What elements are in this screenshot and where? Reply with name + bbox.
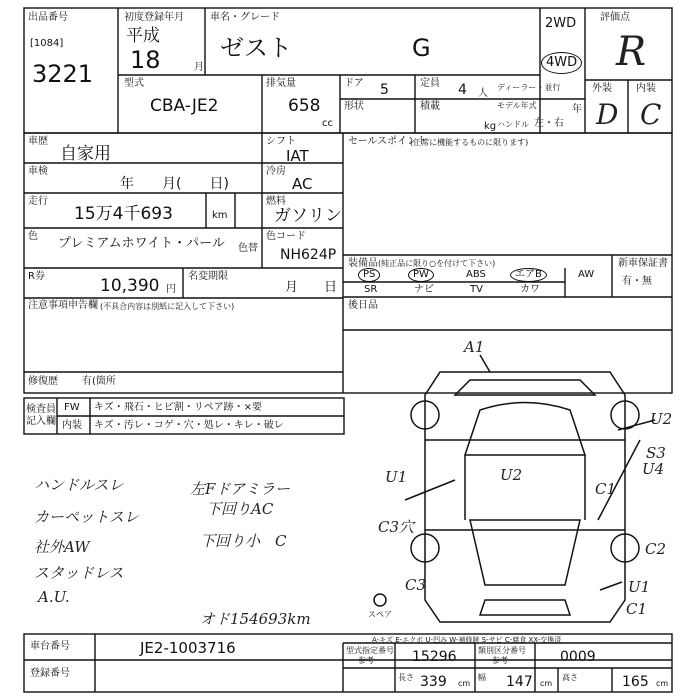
score: R [616, 29, 647, 75]
class-ref-label: 参考 [492, 656, 508, 665]
repair-label: 修復歴 [28, 376, 58, 387]
mark-c2: C2 [645, 540, 667, 558]
equip-airbag: エアB [510, 268, 547, 282]
equip-sub: (純正品に限り○を付けて下さい) [378, 259, 496, 268]
mark-u4: U4 [642, 460, 665, 478]
mark-c1-rear: C1 [626, 600, 648, 618]
name-grade-label: 車名・グレード [210, 12, 280, 23]
equip-abs: ABS [466, 269, 486, 280]
score-label: 評価点 [600, 12, 630, 23]
displacement: 658 [288, 96, 321, 116]
dealer-label: ディーラー・並行 [497, 83, 561, 92]
inspector-label: 検査員記入欄 [26, 404, 56, 427]
warranty-value: 有・無 [622, 276, 652, 287]
usage: 自家用 [60, 144, 111, 164]
yen-unit: 円 [166, 284, 176, 295]
month-unit: 月 [194, 62, 204, 73]
interior-check-items: キズ・汚レ・コゲ・穴・処レ・キレ・破レ [94, 420, 284, 431]
lot-label: 出品番号 [28, 12, 68, 23]
interior-score: C [640, 98, 662, 131]
color: プレミアムホワイト・パール [58, 236, 225, 251]
recycle: 10,390 [100, 276, 160, 296]
equip-leather: カワ [520, 284, 540, 295]
mark-c3-hole: C3穴 [378, 518, 415, 536]
doors-label: ドア [344, 78, 364, 89]
color-change-label: 色替 [238, 243, 258, 254]
width: 147 [506, 674, 533, 690]
width-unit: cm [540, 679, 553, 688]
note-left-1: ハンドルスレ [34, 476, 124, 494]
ac: AC [292, 175, 313, 193]
sales-label: セールスポイント [348, 136, 428, 147]
mark-c3-rear: C3 [405, 576, 427, 594]
equip-pw: PW [408, 268, 434, 282]
kg-unit: kg [484, 121, 497, 132]
grade: G [412, 34, 431, 62]
chassis-number: JE2-1003716 [140, 639, 236, 657]
mileage-label: 走行 [28, 196, 48, 207]
fuel: ガソリン [274, 206, 342, 226]
note-odo: オド154693km [200, 610, 311, 628]
fw-label: FW [64, 402, 80, 413]
handle-label: ハンドル [497, 120, 529, 129]
color-label: 色 [28, 231, 38, 242]
color-code-label: 色コード [266, 231, 306, 242]
class-label: 類別区分番号 [478, 646, 526, 655]
lot-number: 3221 [32, 60, 94, 88]
displacement-label: 排気量 [266, 78, 296, 89]
mileage: 15万4千693 [74, 204, 173, 224]
interior-label: 内装 [636, 83, 656, 94]
seat-label: 後日品 [348, 300, 378, 311]
color-code: NH624P [280, 247, 337, 263]
fuel-label: 燃料 [266, 196, 286, 207]
load-label: 積載 [420, 101, 440, 112]
usage-label: 車歴 [28, 136, 48, 147]
note-left-3: 社外AW [34, 538, 90, 556]
lot-small: [1084] [30, 38, 64, 49]
equip-tv: TV [470, 284, 483, 295]
mark-s3: S3 [646, 444, 666, 462]
type-cert-label: 型式指定番号 [346, 646, 394, 655]
equip-label: 装備品 [348, 258, 378, 269]
equip-aw: AW [578, 269, 595, 280]
first-reg-label: 初度登録年月 [124, 12, 184, 23]
exterior-score: D [596, 98, 619, 131]
type-cert: 15296 [412, 649, 457, 665]
deadline-label: 名変期限 [188, 271, 228, 282]
height: 165 [622, 674, 649, 690]
notes-sub: (不具合内容は別紙に記入して下さい) [100, 302, 235, 311]
height-label: 高さ [562, 673, 578, 682]
drive-2wd: 2WD [545, 16, 577, 31]
capacity-label: 定員 [420, 78, 440, 89]
equip-navi: ナビ [414, 284, 434, 295]
year-unit: 年 [572, 104, 582, 115]
spare-label: スペア [368, 610, 392, 619]
reg-number-label: 登録番号 [30, 668, 70, 679]
inspection: 年 月( 日) [120, 176, 229, 192]
chassis-label: 車台番号 [30, 641, 70, 652]
model: CBA-JE2 [150, 96, 219, 116]
km-unit: km [212, 210, 228, 221]
notes-label: 注意事項申告欄 [28, 300, 98, 311]
height-unit: cm [656, 679, 669, 688]
equip-sr: SR [364, 284, 378, 295]
mark-u1-left: U1 [385, 468, 408, 486]
sales-sub: (正常に機能するものに限ります) [410, 138, 529, 147]
inspection-label: 車検 [28, 166, 48, 177]
length: 339 [420, 674, 447, 690]
length-unit: cm [458, 679, 471, 688]
note-right-3: 下回り小 C [200, 532, 287, 550]
shift-label: シフト [266, 136, 296, 147]
mark-c1-right: C1 [595, 480, 617, 498]
deadline: 月 日 [285, 280, 338, 295]
car-name: ゼスト [220, 34, 292, 62]
shape-label: 形状 [344, 101, 364, 112]
width-label: 幅 [478, 673, 486, 682]
handle-options: 左・右 [534, 118, 564, 129]
model-year-label: モデル年式 [497, 101, 537, 110]
class-number: 0009 [560, 649, 596, 665]
drive-4wd: 4WD [541, 52, 582, 74]
fw-items: キズ・飛石・ヒビ割・リペア跡・×要 [94, 402, 262, 413]
era: 平成 [126, 26, 160, 46]
interior-check-label: 内装 [62, 420, 82, 431]
equip-ps: PS [358, 268, 380, 282]
model-label: 型式 [124, 78, 144, 89]
recycle-label: R券 [28, 271, 45, 282]
mark-u2-right: U2 [650, 410, 673, 428]
note-right-2: 下回りAC [206, 500, 274, 518]
exterior-label: 外装 [592, 83, 612, 94]
mark-a1: A1 [464, 338, 485, 356]
doors: 5 [380, 82, 389, 98]
mark-u2-center: U2 [500, 466, 523, 484]
capacity: 4 [458, 82, 467, 98]
length-label: 長さ [398, 673, 414, 682]
mark-u1-rear: U1 [628, 578, 651, 596]
repair-value: 有(箇所 [82, 376, 116, 387]
type-cert-ref-label: 参考 [358, 656, 374, 665]
note-left-2: カーペットスレ [34, 508, 139, 526]
person-unit: 人 [478, 88, 488, 99]
shift: IAT [286, 147, 309, 165]
note-left-5: A.U. [38, 588, 70, 606]
cc-unit: cc [322, 118, 333, 129]
warranty-label: 新車保証書 [618, 258, 668, 269]
note-right-1: 左Fドアミラー [190, 480, 290, 498]
ac-label: 冷房 [266, 166, 286, 177]
note-left-4: スタッドレス [34, 564, 124, 582]
damage-legend: A-キズ E-エクボ U-凹み W-補修跡 S-サビ C-腐食 XX-交換済 [372, 636, 562, 644]
reg-year: 18 [130, 46, 161, 74]
